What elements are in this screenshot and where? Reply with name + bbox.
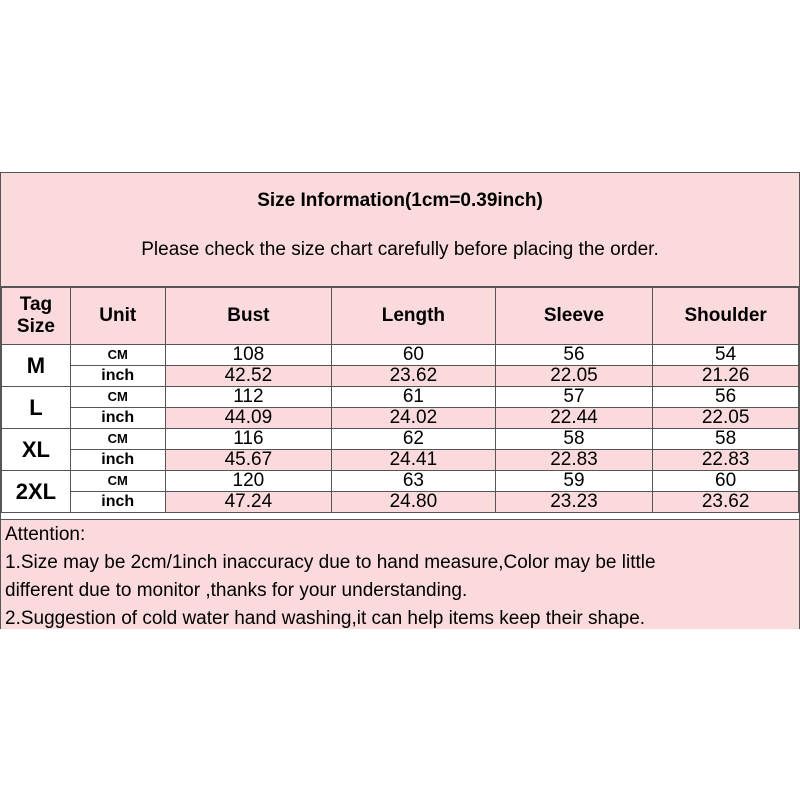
table-row xyxy=(2,450,799,471)
length-cell: 63 xyxy=(332,471,496,492)
shoulder-cell: 23.62 xyxy=(653,492,799,513)
size-chart xyxy=(0,172,800,629)
table-row xyxy=(2,366,799,387)
column-header-unit: Unit xyxy=(70,288,165,345)
unit-cell: CM xyxy=(70,471,165,492)
length-cell: 61 xyxy=(332,387,496,408)
bust-cell: 112 xyxy=(165,387,331,408)
length-cell: 23.62 xyxy=(332,366,496,387)
chart-subtitle: Please check the size chart carefully before placing the order. xyxy=(141,239,659,260)
column-header-sleeve: Sleeve xyxy=(495,288,653,345)
unit-cell: CM xyxy=(70,429,165,450)
table-row xyxy=(2,387,799,408)
column-header-bust: Bust xyxy=(165,288,331,345)
shoulder-cell: 60 xyxy=(653,471,799,492)
length-cell: 24.02 xyxy=(332,408,496,429)
sleeve-cell: 58 xyxy=(495,429,653,450)
bust-cell: 116 xyxy=(165,429,331,450)
size-table xyxy=(1,287,799,513)
sleeve-cell: 56 xyxy=(495,345,653,366)
size-cell: L xyxy=(2,387,71,429)
table-row xyxy=(2,345,799,366)
shoulder-cell: 54 xyxy=(653,345,799,366)
bust-cell: 42.52 xyxy=(165,366,331,387)
sleeve-cell: 22.05 xyxy=(495,366,653,387)
table-row xyxy=(2,429,799,450)
table-row xyxy=(2,471,799,492)
unit-cell: inch xyxy=(70,450,165,471)
unit-cell: CM xyxy=(70,387,165,408)
bust-cell: 45.67 xyxy=(165,450,331,471)
unit-cell: inch xyxy=(70,408,165,429)
length-cell: 62 xyxy=(332,429,496,450)
shoulder-cell: 56 xyxy=(653,387,799,408)
length-cell: 60 xyxy=(332,345,496,366)
table-body xyxy=(2,345,799,513)
attention-notes xyxy=(1,519,799,629)
size-label: Size xyxy=(16,316,55,337)
size-cell: 2XL xyxy=(2,471,71,513)
bust-cell: 47.24 xyxy=(165,492,331,513)
shoulder-cell: 22.83 xyxy=(653,450,799,471)
sleeve-cell: 57 xyxy=(495,387,653,408)
chart-title: Size Information(1cm=0.39inch) xyxy=(257,190,543,211)
bust-cell: 120 xyxy=(165,471,331,492)
bust-cell: 44.09 xyxy=(165,408,331,429)
chart-header xyxy=(1,173,799,287)
table-row xyxy=(2,492,799,513)
table-row xyxy=(2,408,799,429)
column-header-length: Length xyxy=(332,288,496,345)
note-line-1: 1.Size may be 2cm/1inch inaccuracy due to hand measure,Color may be little xyxy=(5,552,656,573)
column-header-tag-size xyxy=(2,288,71,345)
sleeve-cell: 23.23 xyxy=(495,492,653,513)
shoulder-cell: 58 xyxy=(653,429,799,450)
tag-label: Tag xyxy=(19,294,53,315)
length-cell: 24.41 xyxy=(332,450,496,471)
sleeve-cell: 22.44 xyxy=(495,408,653,429)
note-line-3: 2.Suggestion of cold water hand washing,it can help items keep their shape. xyxy=(5,608,646,629)
table-header-row xyxy=(2,288,799,345)
note-line-2: different due to monitor ,thanks for your understanding. xyxy=(5,580,468,601)
shoulder-cell: 21.26 xyxy=(653,366,799,387)
notes-heading: Attention: xyxy=(5,524,86,545)
size-cell: M xyxy=(2,345,71,387)
shoulder-cell: 22.05 xyxy=(653,408,799,429)
unit-cell: inch xyxy=(70,366,165,387)
size-cell: XL xyxy=(2,429,71,471)
sleeve-cell: 22.83 xyxy=(495,450,653,471)
column-header-shoulder: Shoulder xyxy=(653,288,799,345)
unit-cell: inch xyxy=(70,492,165,513)
bust-cell: 108 xyxy=(165,345,331,366)
unit-cell: CM xyxy=(70,345,165,366)
length-cell: 24.80 xyxy=(332,492,496,513)
sleeve-cell: 59 xyxy=(495,471,653,492)
